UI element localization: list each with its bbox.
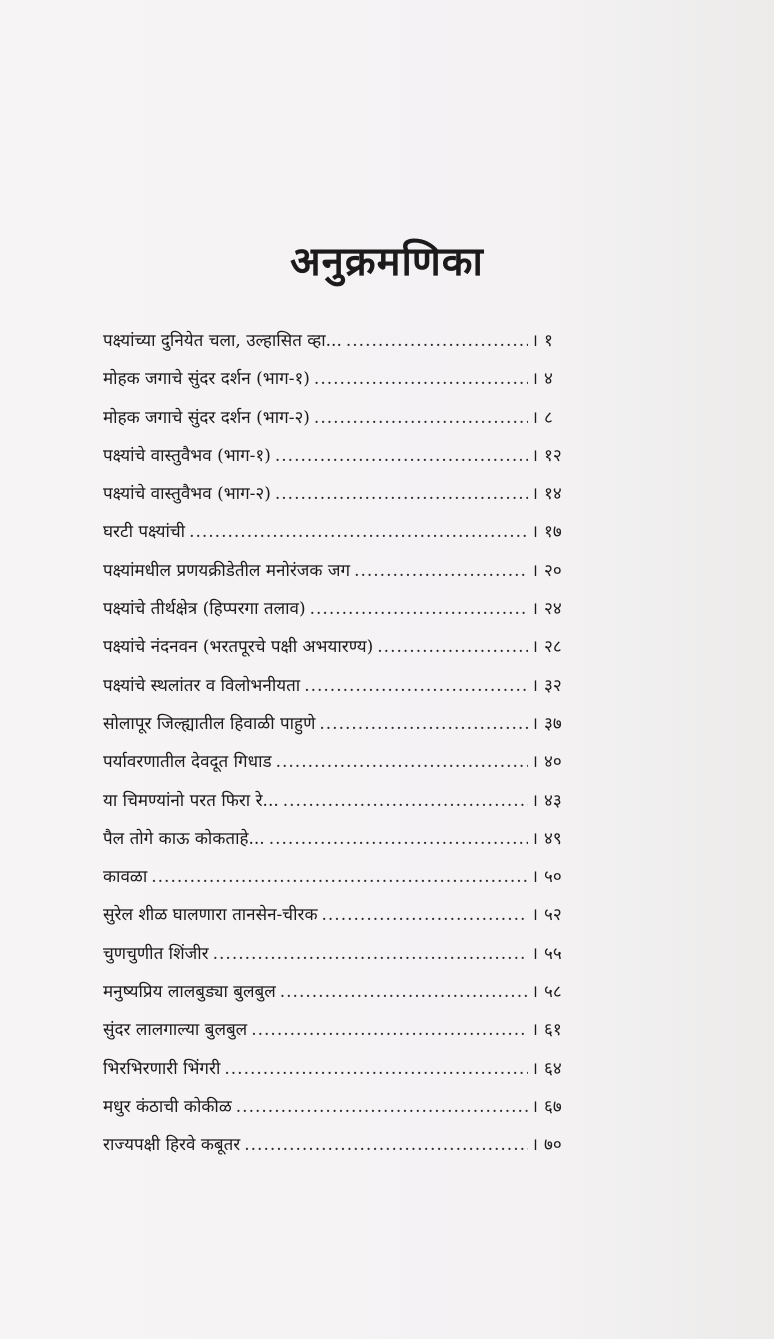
toc-entry: [103, 935, 578, 973]
toc-entry-page-number: ६१: [544, 1020, 562, 1041]
toc-entry-page-number: ४०: [544, 752, 562, 773]
toc-entry: [103, 743, 578, 781]
toc-separator: ।: [531, 1058, 538, 1079]
toc-entry-page-number: २०: [544, 560, 562, 581]
toc-entry: [103, 667, 578, 705]
toc-entry-page-number: २८: [544, 637, 562, 658]
toc-entry: [103, 1088, 578, 1126]
toc-entry-page-number: ४९: [544, 828, 562, 849]
dot-leader: [310, 590, 528, 628]
toc-entry-page-number: ७०: [544, 1135, 562, 1156]
toc-separator: ।: [531, 982, 538, 1003]
toc-entry: [103, 399, 578, 437]
toc-entry-page-number: ६७: [544, 1096, 562, 1117]
toc-entry-page-number: १२: [544, 445, 562, 466]
toc-separator: ।: [531, 1020, 538, 1041]
toc-entry-title: घरटी पक्ष्यांची: [103, 522, 186, 543]
toc-entry: [103, 782, 578, 820]
dot-leader: [275, 437, 528, 475]
toc-entry-title: पैल तोगे काऊ कोकताहे...: [103, 828, 265, 849]
dot-leader: [189, 513, 527, 551]
toc-entry: [103, 322, 578, 360]
toc-entry-title: पक्ष्यांमधील प्रणयक्रीडेतील मनोरंजक जग: [103, 560, 351, 581]
toc-entry-title: मोहक जगाचे सुंदर दर्शन (भाग-१): [103, 369, 310, 390]
dot-leader: [319, 705, 527, 743]
toc-separator: ।: [531, 445, 538, 466]
toc-entry-title: राज्यपक्षी हिरवे कबूतर: [103, 1135, 241, 1156]
toc-entry: [103, 896, 578, 934]
dot-leader: [224, 1050, 527, 1088]
toc-entry-page-number: ४३: [544, 790, 562, 811]
toc-entry: [103, 820, 578, 858]
dot-leader: [283, 782, 528, 820]
toc-entry-title: चुणचुणीत शिंजीर: [103, 943, 209, 964]
toc-entry: [103, 437, 578, 475]
toc-entry: [103, 552, 578, 590]
toc-separator: ।: [531, 790, 538, 811]
toc-entry: [103, 1011, 578, 1049]
dot-leader: [269, 820, 528, 858]
dot-leader: [151, 858, 527, 896]
toc-entry-page-number: ८: [544, 407, 553, 428]
toc-separator: ।: [531, 407, 538, 428]
toc-entry: [103, 858, 578, 896]
toc-separator: ।: [531, 905, 538, 926]
dot-leader: [377, 628, 527, 666]
toc-entry: [103, 628, 578, 666]
toc-entry: [103, 590, 578, 628]
toc-entry-page-number: ३२: [544, 675, 562, 696]
toc-entry-title: मोहक जगाचे सुंदर दर्शन (भाग-२): [103, 407, 310, 428]
table-of-contents: [103, 322, 578, 1165]
toc-entry: [103, 1126, 578, 1164]
dot-leader: [213, 935, 528, 973]
toc-entry-title: सुंदर लालगाल्या बुलबुल: [103, 1020, 248, 1041]
dot-leader: [322, 896, 528, 934]
toc-entry-title: सोलापूर जिल्ह्यातील हिवाळी पाहुणे: [103, 713, 316, 734]
toc-entry: [103, 360, 578, 398]
toc-entry-title: भिरभिरणारी भिंगरी: [103, 1058, 221, 1079]
dot-leader: [244, 1126, 527, 1164]
toc-entry: [103, 1050, 578, 1088]
toc-separator: ।: [531, 713, 538, 734]
toc-entry-page-number: २४: [544, 599, 562, 620]
dot-leader: [346, 322, 528, 360]
toc-separator: ।: [531, 828, 538, 849]
toc-separator: ।: [531, 752, 538, 773]
toc-separator: ।: [531, 943, 538, 964]
toc-entry-title: सुरेल शीळ घालणारा तानसेन-चीरक: [103, 905, 318, 926]
toc-entry-title: या चिमण्यांनो परत फिरा रे...: [103, 790, 279, 811]
toc-entry-title: पक्ष्यांचे वास्तुवैभव (भाग-२): [103, 484, 271, 505]
toc-entry-page-number: १: [544, 331, 553, 351]
dot-leader: [251, 1011, 527, 1049]
toc-entry-page-number: ४: [544, 369, 553, 390]
toc-separator: ।: [531, 522, 538, 543]
toc-separator: ।: [531, 1096, 538, 1117]
dot-leader: [280, 973, 528, 1011]
dot-leader: [354, 552, 527, 590]
toc-separator: ।: [531, 1135, 538, 1156]
toc-entry-title: पक्ष्यांचे तीर्थक्षेत्र (हिप्परगा तलाव): [103, 599, 306, 620]
dot-leader: [314, 399, 528, 437]
toc-entry-title: पक्ष्यांचे नंदनवन (भरतपूरचे पक्षी अभयारण्य): [103, 637, 374, 658]
toc-entry-title: पक्ष्यांचे वास्तुवैभव (भाग-१): [103, 445, 271, 466]
toc-entry-title: पक्ष्यांच्या दुनियेत चला, उल्हासित व्हा...: [103, 331, 342, 351]
dot-leader: [304, 667, 527, 705]
toc-entry-page-number: ३७: [544, 713, 562, 734]
toc-entry: [103, 513, 578, 551]
toc-entry-page-number: ५२: [544, 905, 562, 926]
toc-separator: ।: [531, 331, 538, 351]
toc-entry: [103, 475, 578, 513]
toc-entry: [103, 705, 578, 743]
toc-entry-title: मनुष्यप्रिय लालबुड्या बुलबुल: [103, 982, 276, 1003]
toc-entry-page-number: ६४: [544, 1058, 562, 1079]
toc-separator: ।: [531, 560, 538, 581]
dot-leader: [276, 743, 528, 781]
toc-entry-page-number: १७: [544, 522, 562, 543]
toc-separator: ।: [531, 369, 538, 390]
toc-entry-page-number: ५८: [544, 982, 562, 1003]
toc-entry: [103, 973, 578, 1011]
page-title: अनुक्रमणिका: [290, 238, 484, 285]
toc-entry-title: पर्यावरणातील देवदूत गिधाड: [103, 752, 272, 773]
toc-entry-page-number: १४: [544, 484, 562, 505]
toc-entry-page-number: ५०: [544, 867, 562, 888]
dot-leader: [236, 1088, 528, 1126]
toc-separator: ।: [531, 484, 538, 505]
toc-entry-title: पक्ष्यांचे स्थलांतर व विलोभनीयता: [103, 675, 301, 696]
toc-entry-title: मधुर कंठाची कोकीळ: [103, 1096, 232, 1117]
toc-separator: ।: [531, 675, 538, 696]
toc-separator: ।: [531, 867, 538, 888]
dot-leader: [275, 475, 528, 513]
toc-separator: ।: [531, 637, 538, 658]
dot-leader: [314, 360, 528, 398]
toc-separator: ।: [531, 599, 538, 620]
toc-entry-title: कावळा: [103, 867, 148, 888]
toc-entry-page-number: ५५: [544, 943, 562, 964]
